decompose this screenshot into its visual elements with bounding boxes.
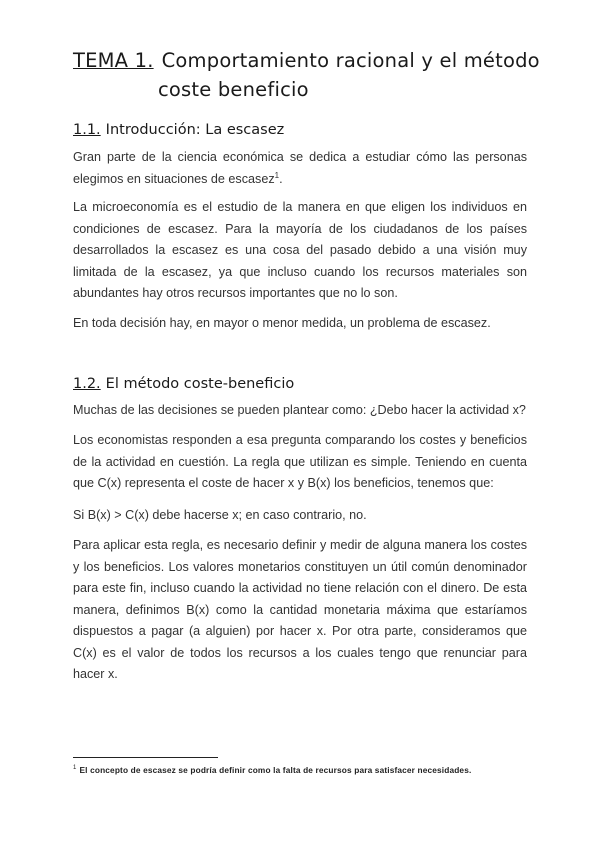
section-1-title: Introducción: La escasez [105,122,285,138]
section-1-heading [73,120,284,140]
footnote-divider [73,757,218,758]
footnote-reference[interactable]: 1 [274,170,280,180]
section-2-paragraph-4: Para aplicar esta regla, es necesario definir y medir de alguna manera los costes y los beneficios. Los valores monetarios constituyen un útil común denominador para este fin, incluso cuando la actividad no tiene relación con el dinero. De esta manera, definimos B(x) como la cantidad monetaria máxima que estaríamos dispuestos a pagar (a alguien) por hacer x. Por otra parte, consideramos que C(x) es el valor de todos los recursos a los cuales tengo que renunciar para hacer x. [73,538,527,681]
section-1-paragraph-3: En toda decisión hay, en mayor o menor medida, un problema de escasez. [73,316,491,330]
section-2-paragraph-3: Si B(x) > C(x) debe hacerse x; en caso contrario, no. [73,508,367,522]
section-2-title: El método coste-beneficio [105,376,295,392]
footnote [73,764,533,776]
title-tema-label: TEMA 1. [73,49,154,72]
title-line-2: coste beneficio [158,78,309,101]
section-2-paragraph-2: Los economistas responden a esa pregunta comparando los costes y beneficios de la actividad en cuestión. La regla que utilizan es simple. Teniendo en cuenta que C(x) representa el coste de hacer x y B(x) los beneficios, tenemos que: [73,433,527,490]
section-1-paragraph-1 [73,147,527,190]
title-line-1: Comportamiento racional y el método [161,49,540,72]
section-1-number: 1.1. [73,122,101,138]
section-1-paragraph-2: La microeconomía es el estudio de la manera en que eligen los individuos en condiciones de escasez. Para la mayoría de los ciudadanos de los países desarrollados la escasez es una cosa del pasado debido a una visión muy limitada de la escasez, ya que incluso cuando los recursos materiales son abundantes hay otros recursos importantes que no lo son. [73,200,527,300]
footnote-marker: 1 [73,765,77,772]
section-2-heading [73,374,294,394]
section-1-paragraph-1-text: Gran parte de la ciencia económica se dedica a estudiar cómo las personas elegimos en situaciones de escasez [73,150,527,186]
section-1-paragraph-1-end: . [279,171,283,186]
page-title [73,46,553,104]
section-2-number: 1.2. [73,376,101,392]
footnote-text: El concepto de escasez se podría definir como la falta de recursos para satisfacer necesidades. [79,765,472,775]
section-2-paragraph-1: Muchas de las decisiones se pueden plantear como: ¿Debo hacer la actividad x? [73,403,526,417]
